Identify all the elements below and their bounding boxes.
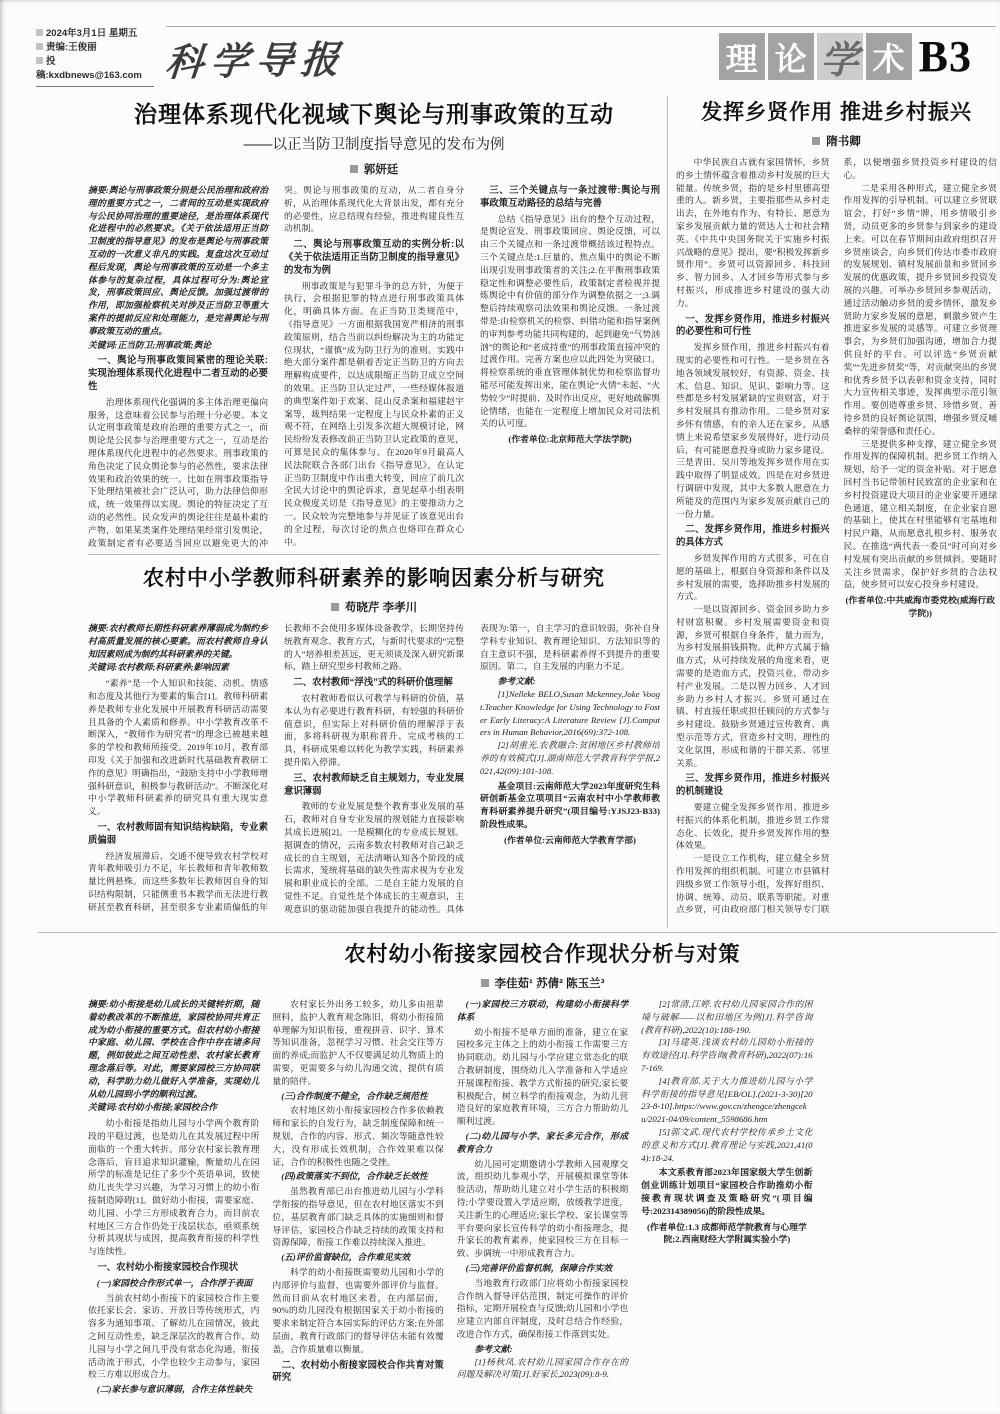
- paragraph: 幼儿园可定期邀请小学教师入园观摩交流，组织幼儿参观小学，开展模拟课堂等体验活动，帮助幼儿建立对小学生活的积极期待;小学要设置入学适应期，放缓教学进度，关注新生的心理适应;家长学校、家长课堂等平台要向家长宣传科学的幼小衔接理念，提升家长的教育素养，使家园校三方在目标一致、步调统一中形成教育合力。: [456, 1158, 629, 1259]
- keywords-block: 关键词:农村教师;科研素养;影响因素: [88, 662, 229, 673]
- reference-item: [1]Nelleke BELO,Susan Mckenney,Joke Voogt.Teacher Knowledge for Using Technology to Foster Early Literacy:A Literature Review [J].Computers in Human Behavior,2016(69):372-108.: [480, 688, 660, 738]
- date-text: 2024年3月1日 星期五: [46, 28, 138, 39]
- publication-info: [36, 27, 154, 87]
- author-square-icon: [812, 137, 820, 145]
- masthead-logo: 科学导报: [163, 39, 348, 85]
- fund-note: 基金项目:云南师范大学2023年度研究生科研创新基金立项项目“云南农村中小学教师教育科研素养提升研究”(项目编号:YJSJ23-B33)阶段性成果。: [480, 780, 660, 829]
- references-title: 参考文献:: [497, 676, 536, 687]
- sub-heading: (一)家园校三方联动，构建幼小衔接科学体系: [456, 999, 629, 1022]
- square-bullet-icon: [36, 57, 43, 64]
- header-top-rule: [166, 26, 996, 27]
- author-square-icon: [481, 979, 489, 987]
- abstract-block: 摘要:农村教师长期性科研素养薄弱成为制约乡村高质量发展的核心要素。而农村教师自身认知因素则成为制约其科研素养的关键。: [88, 623, 268, 659]
- paragraph: 要建立健全发挥乡贤作用、推进乡村振兴的体系化机制，推进乡贤工作常态化、长效化，提升乡贤发挥作用的整体效果。: [676, 802, 830, 851]
- paragraph: 二是采用各种形式，建立健全乡贤作用发挥的引导机制。可以建立乡贤联谊会，打好“乡情”牌，用乡情吸引乡贤，动员更多的乡贤参与到家乡的建设上来。可以在春节期间由政府组织召开乡贤座谈会，向乡贤们传达市委市政府的发展规划、镇村发展前景和乡贤回乡发展的优惠政策，提升乡贤回乡投资发展的兴趣。可举办乡贤回乡参观活动，通过活动触动乡贤的爱乡情怀，激发乡贤助力家乡发展的意愿，刺激乡贤产生推进家乡发展的灵感等。可建立乡贤理事会，为乡贤们加强沟通，增加合力提供良好的平台。可以评选“乡贤贡献奖”“先进乡贤奖”等，对贡献突出的乡贤和优秀乡贤予以表彰和资金支持，同时大力宣传相关事迹，发挥典型示范引领作用。要创造尊重乡贤、珍惜乡贤、善待乡贤的良好舆论氛围，增强乡贤反哺桑梓的荣誉感和责任心。: [843, 182, 997, 436]
- paragraph: 一是设立工作机构，建立健全乡贤作用发挥的组织机制。可建立市县镇村四级乡贤工作领导小组，发挥好组织、协调、统筹、动员、联系等职能。对重点乡贤，可由政府部门相关领导专门联系，以便增强乡贤投资乡村建设的信心。: [676, 157, 997, 915]
- section-char-block: 理: [719, 33, 765, 80]
- section-heading: 一、发挥乡贤作用，推进乡村振兴的必要性和可行性: [676, 312, 830, 337]
- article-teacher-research-literacy: [88, 562, 660, 928]
- section-heading: 三、三个关键点与一条过渡带:舆论与刑事政策互动路径的总结与完善: [480, 184, 660, 208]
- paragraph: 农村家长外出务工较多，幼儿多由祖辈照料，监护人教育观念陈旧，将幼小衔接简单理解为知识衔接，重视拼音、识字、算术等知识准备，忽视学习习惯、社会交往等方面的养成;而监护人不仅要满足幼儿物质上的需要，更需要多与幼儿沟通交流，提供有质量的陪伴。: [272, 999, 444, 1086]
- sub-heading: (四)政策落实不到位，合作缺乏长效性: [281, 1171, 428, 1182]
- paragraph: 乡贤发挥作用的方式很多，可在自愿的基础上，根据自身资源和条件以及乡村发展的需要，选择助推乡村发展的方式。: [676, 552, 830, 602]
- author-name: 郭妍廷: [363, 164, 399, 176]
- section-char-block: 术: [866, 33, 912, 80]
- sub-heading: (二)家长参与意识薄弱，合作主体性缺失: [96, 1384, 253, 1395]
- paragraph: 发挥乡贤作用，推进乡村振兴有着现实的必要性和可行性。一是乡贤在各地各领域发展较好，有资源、资金、技术、信息、知识、见识、影响力等。这些都是乡村发展紧缺的宝贵财富，对于乡村发展具有推动作用。二是乡贤对家乡怀有情感，有的亲人还在家乡，从感情上来说希望家乡发展得好，进行动员后，有可能愿意投身或助力家乡建设。三是青田、吴川等地发挥乡贤作用在实践中取得了明显成效。四是在对乡贤进行调研中发现，其中大多数人愿意在力所能及的范围内为家乡发展贡献自己的一份力量。: [676, 342, 830, 519]
- square-bullet-icon: [36, 43, 43, 50]
- section-char-block-calligraphy: 学: [817, 33, 863, 80]
- article-rural-sages: [676, 96, 997, 928]
- section-heading: 二、农村幼小衔接家园校合作共育对策研究: [272, 1358, 444, 1383]
- reference-item: [1]杨秋凤.农村幼儿园家园合作存在的问题及解决对策[J].好家长,2023(09):8-9.: [456, 1356, 629, 1380]
- article-title: 发挥乡贤作用 推进乡村振兴: [701, 101, 972, 124]
- article-kindergarten-transition: [88, 938, 997, 1408]
- paragraph: 农村地区幼小衔接家园校合作多依赖教师和家长的自发行为，缺乏制度保障和统一规划，合作的内容、形式、频次等随意性较大，没有形成长效机制，合作效果难以保证，合作的积极性也随之受挫。: [272, 1105, 444, 1167]
- byline: [88, 161, 660, 177]
- section-label: [719, 31, 972, 82]
- article-title: 治理体系现代化视域下舆论与刑事政策的互动: [134, 101, 614, 127]
- keywords-block: 关键词:农村幼小衔接;家园校合作: [88, 1102, 218, 1113]
- author-name: 隋书卿: [826, 136, 861, 148]
- reference-item: [5]郭文武.现代农村学校传承乡土文化的意义和方式[J].教育理论与实践,2021,41(04):18-24.: [641, 1126, 813, 1163]
- article-body: [88, 622, 660, 922]
- abstract-block: 摘要:幼小衔接是幼儿成长的关键转折期，随着幼教改革的不断推进，家园校协同共育正成为幼小衔接的重要方式。但农村幼小衔接中家庭、幼儿园、学校在合作中存在诸多问题，例如彼此之间互动性差、农村家长教育理念落后等。对此，需要家园校三方协同联动，科学助力幼儿做好入学准备，实现幼儿从幼儿园到小学的顺利过渡。: [88, 999, 260, 1099]
- article-subtitle: ——以正当防卫制度指导意见的发布为例: [243, 137, 505, 153]
- byline: [88, 599, 660, 615]
- square-bullet-icon: [36, 29, 43, 36]
- author-names: 李佳茹¹ 苏倩² 陈玉兰³: [494, 978, 605, 990]
- section-heading: 三、发挥乡贤作用，推进乡村振兴的机制建设: [676, 772, 830, 797]
- section-heading: 一、农村幼小衔接家园校合作现状: [97, 1260, 239, 1272]
- section-heading: 一、舆论与刑事政策间紧密的理论关联:实现治理体系现代化进程中二者互动的必要性: [88, 354, 268, 391]
- paragraph: 科学的幼小衔接既需要幼儿园和小学的内部评价与监督，也需要外部评价与监督。然而目前从农村地区来看，在内部层面，90%的幼儿园没有根据国家关于幼小衔接的要求来制定符合本园实际的评估方案;在外部层面，教育行政部门的督导评估未能有效覆盖，合作质量难以衡量。: [272, 1266, 444, 1354]
- keywords-block: 关键词:正当防卫;刑事政策;舆论: [88, 339, 212, 350]
- article-body: [88, 998, 997, 1396]
- submission-email: 投稿:kxdbnews@163.com: [36, 56, 142, 81]
- paragraph: 教师的专业发展是整个教育事业发展的基石，教师对自身专业发展的规划能力直接影响其成长进展[2]。一是模糊化的专业成长规划。据调查的情况，云南多数农村教师对自己缺乏成长的自主规划，无法清晰认知各个阶段的成长需求，笼统将基础的缺失性需求视为专业发展和职业成长的全部。二是自主能力发展的自觉性不足。自觉性是个体成长的主观意识，主观意识的驱动能加强自我提升的能动性。具体表现为:第一，自主学习的意识较弱，弥补自身学科专业知识、教育理论知识、方法知识等的自主意识不强，是科研素养得不到提升的重要原因。第二，自主发展的内驱力不足。: [284, 623, 660, 914]
- article-title: 农村幼小衔接家园校合作现状分析与对策: [344, 943, 741, 966]
- paragraph: 经济发展滞后、交通不便导致农村学校对青年教师吸引力不足，年长教师和青年教师数量比例悬殊。而这些多数年长教师因自身的知识结构限制，只能侧重书本教学而无法进行教研甚至教育科研，甚至很多专业素质偏低的年长教师不会使用多媒体设备教学，长期坚持传统教育观念、教育方式，与新时代要求的“完整的人”培养相差甚远，更无须谈及深入研究新课标，踏上研究型乡村教师之路。: [88, 623, 464, 912]
- author-credit: (作者单位:1.3 成都师范学院教育与心理学院;2.西南财经大学附属实验小学): [646, 1221, 807, 1245]
- publication-date: [36, 27, 154, 41]
- section-heading: 二、农村教师“浮浅”式的科研价值理解: [293, 676, 453, 688]
- page-number: B3: [918, 32, 972, 81]
- paragraph: 幼小衔接是指幼儿园与小学两个教育阶段的平稳过渡，也是幼儿在其发展过程中所面临的一个重大转折。部分农村家长教育理念落后，盲目追求知识灌输，衡量幼儿在园所学的标准是记住了多少个英语单词，致使幼儿丧失学习兴趣，为学习习惯上的幼小衔接制造障碍[1]。做好幼小衔接，需要家庭、幼儿园、小学三方形成教育合力，而目前农村地区三方合作仍处于浅层状态，亟须系统分析其现状与成因，提高教育衔接的科学性与连续性。: [88, 1118, 260, 1257]
- section-heading: 二、舆论与刑事政策互动的实例分析:以《关于依法适用正当防卫制度的指导意见》的发布为例: [284, 238, 464, 275]
- paragraph: 治理体系现代化强调的多主体治理更偏向服务，这意味着公民参与治理十分必要。本文认定刑事政策是政府治理的重要方式之一，而舆论是公民参与治理重要方式之一，互动是治理体系现代化进程中的必然要求。刑事政策的角色决定了民众舆论参与的必然性，要求法律效果和政治效果的统一。比如在刑事政策指导下处理结果被社会广泛认可，助力法律信仰形成，统一效果得以实现。舆论的特征决定了互动的必然性。民众发声的舆论往往是最朴素的产物，如果某类案件处理结果经常引发舆论，政策制定者有必要适当回应以避免更大的冲突。舆论与刑事政策的互动，从二者自身分析，从治理体系现代化大背景出发，都有充分的必要性，应总结现有经验，推进构建良性互动机制。: [88, 185, 464, 548]
- sub-heading: (三)完善评价监督机制，保障合作实效: [465, 1262, 613, 1273]
- paragraph: 中华民族自古就有家国情怀，乡贤的乡土情怀蕴含着推动乡村发展的巨大能量。传统乡贤，指的是乡村里德高望重的人。新乡贤，主要指那些从乡村走出去，在外地有作为、有特长、愿意为家乡发展贡献力量的贤达人士和社会精英。《中共中央国务院关于实施乡村振兴战略的意见》提出，要“积极发挥新乡贤作用”。乡贤可以资源回乡、科技回乡、智力回乡、人才回乡等形式参与乡村振兴，形成推进乡村建设的强大动力。: [676, 157, 830, 308]
- byline: [88, 975, 997, 991]
- section-char-block: 论: [768, 33, 814, 80]
- author-name: 苟晓芹 李孝川: [344, 602, 418, 614]
- paragraph: 三是提供多种支撑，建立健全乡贤作用发挥的保障机制。把乡贤工作纳入规划，给予一定的资金补贴。对于愿意回村当书记带领村民致富的企业家和在乡村投资建设大项目的企业家要开通绿色通道，建立相关制度，在企业家自愿的基础上，使其在村里能够有宅基地和村民户籍，从而愿意扎根乡村、服务农民。在推选“两代表一委员”时可向对乡村发展有突出贡献的乡贤倾斜。要随时关注乡贤需求，保护好乡贤的合法权益，使乡贤可以安心投身乡村建设。: [843, 438, 997, 590]
- references-title: 参考文献:: [474, 1343, 513, 1354]
- paragraph: 农村教师看似认可教学与科研的价值，基本认为有必要进行教育科研，有较强的科研价值意识，但实际上对科研价值的理解浮于表面，多将科研视为职称晋升、完成考核的工具，科研成果难以转化为教学实践，科研素养提升陷入停滞。: [284, 692, 464, 767]
- section-heading: 三、农村教师缺乏自主规划力，专业发展意识薄弱: [284, 771, 464, 796]
- reference-item: [2]胡重光.农教融合:贫困地区乡村教师培养的有效模式[J].湖南师范大学教育科学学报,2021,42(09):101-108.: [480, 740, 660, 776]
- submission-line: [36, 55, 154, 83]
- author-credit: (作者单位:云南师范大学教育学部): [504, 834, 636, 845]
- paragraph: 当地教育行政部门应将幼小衔接家园校合作纳入督导评估范围，制定可操作的评价指标，定期开展检查与反馈;幼儿园和小学也应建立内部自评制度，及时总结合作经验，改进合作方式，确保衔接工作落到实处。: [456, 1277, 629, 1339]
- sub-heading: (二)幼儿园与小学、家长多元合作，形成教育合力: [456, 1130, 629, 1154]
- author-square-icon: [331, 603, 339, 611]
- fund-note: 本文系教育部2023年国家级大学生创新创业训练计划项目“家园校合作助推幼小衔接教育现状调查及策略研究”(项目编号:202314389056)的阶段性成果。: [641, 1167, 813, 1216]
- editor-text: 责编:王俊丽: [46, 42, 97, 53]
- author-square-icon: [350, 165, 358, 173]
- sub-heading: (三)合作制度不健全，合作缺乏规范性: [281, 1090, 428, 1101]
- paragraph: 一是以资源回乡、资金回乡助力乡村财富积聚。乡村发展需要资金和资源，乡贤可根据自身条件，量力而为，为乡村发展捐钱捐物。此种方式属于输血方式，从可持续发展的角度来看，更需要的是造血方式，投资兴业，带动乡村产业发展。二是以智力回乡、人才回乡助力乡村人才振兴。乡贤可通过在镇、村直接任职或担任顾问的方式参与乡村建设。鼓励乡贤通过宣传教育、典型示范等方式，营造乡村文明、理性的文化氛围，形成和谐的干群关系、邻里关系。: [676, 604, 830, 768]
- abstract-block: 摘要:舆论与刑事政策分别是公民治理和政府治理的重要方式之一，二者间的互动是实现政府与公民协同治理的重要途径，是治理体系现代化进程中的必然要求。《关于依法适用正当防卫制度的指导意见》的发布是舆论与刑事政策互动的一次意义非凡的实践。复盘这次互动过程后发现，舆论与刑事政策的互动是一个多主体参与的复杂过程，具体过程可分为:舆论宣发，刑事政策回应、舆论反馈。加强过渡带的作用，即加强检察机关对涉及正当防卫等重大案件的提前反应和处理能力，是完善舆论与刑事政策互动的重点。: [88, 185, 268, 336]
- author-credit: (作者单位:北京师范大学法学院): [508, 434, 632, 445]
- sub-heading: (五)评价监督缺位，合作难见实效: [281, 1252, 411, 1263]
- sub-heading: (一)家园校合作形式单一，合作浮于表面: [96, 1277, 253, 1288]
- paragraph: 当前农村幼小衔接下的家园校合作主要依托家长会、家访、开放日等传统形式，内容多为通知事项、了解幼儿在园情况，彼此之间互动性差，缺乏深层次的教育合作。幼儿园与小学之间几乎没有常态化沟通，衔接活动流于形式，小学也较少主动参与，家园校三方难以形成合力。: [88, 1292, 260, 1380]
- article-criminal-policy: [88, 96, 660, 554]
- section-heading: 二、发挥乡贤作用，推进乡村振兴的具体方式: [676, 523, 830, 548]
- reference-item: [2]常清,江婷.农村幼儿园家园合作的困境与破解——以和田地区为例[J].科学咨询(教育科研),2022(10):188-190.: [641, 999, 813, 1035]
- editor-line: [36, 41, 154, 55]
- paragraph: 总结《指导意见》出台的整个互动过程，是舆论宣发、刑事政策回应、舆论反馈，可以由三个关键点和一条过渡带概括该过程特点。三个关键点是:1.巨量的、焦点集中的舆论不断出现引发刑事政策者的关注;2.在平衡刑事政策稳定性和调整必要性后，政策制定者检视并提炼舆论中有价值的部分作为调整依据之一;3.调整后持续观察司法效果和舆论反馈。一条过渡带是:由检察机关的检察、纠错功能和指导案例的审判参考功能共同构建的，起到避免“气势汹汹”的舆论和“老成持重”的刑事政策直接冲突的过渡作用。完善方案也应以此四处为突破口。将检察系统的垂直管理体制优势和检察监督功能尽可能发挥出来，能在舆论“火情”未起、“火势较少”时提前、及时作出反应，更好地疏解舆论情绪，也能在一定程度上增加民众对司法机关的认可度。: [480, 213, 660, 429]
- byline: [676, 133, 997, 149]
- section-heading: 一、农村教师固有知识结构缺陷，专业素质偏弱: [88, 820, 268, 845]
- vertical-column-divider: [667, 96, 668, 928]
- author-credit: (作者单位:中共威海市委党校(威海行政学院)): [845, 595, 996, 618]
- paragraph: 刑事政策是与犯罪斗争的总方针，为便于执行，会根据犯罪的特点进行刑事政策具体化，明确具体方面。在正当防卫类规范中，《指导意见》一方面根据我国宽严相济的刑事政策原则，结合当前以纠纷解决为主的功能定位现状，“谨慎”成为防卫行为的准则。实践中绝大部分案件都是朝着否定正当防卫的方向去理解构成要件，以达成限缩正当防卫成立空间的效果。正当防卫认定过严，一些经媒体报道的典型案件如于欢案、昆山反杀案和福建赵宇案等，裁判结果一定程度上与民众朴素的正义观不符，在网络上引发多次超大规模讨论，网民纷纷发表修改前正当防卫认定政策的意见，可算是民众的集体参与。在2020年9月最高人民法院联合各部门出台《指导意见》，在认定正当防卫制度中作出重大转变，回应了前几次全民大讨论中的舆论诉求，意见起草小组表明民众极度关切是《指导意见》的主要推动力之一。民众较为完整地参与并见证了该意见出台的全过程，每次讨论的焦点也烙印在群众心中。: [284, 280, 464, 547]
- horizontal-rule-above-bottom-article: [38, 932, 997, 933]
- paragraph: “素养”是一个人知识和技能、动机、情感和态度及其他行为要素的集合[1]。教师科研素养是教师专业化发展中开展教育科研活动需要且具备的个人素质和修养。中小学教育改革不断深入，“教师作为研究者”的理念已被越来越多的学校和教师所接受。2019年10月，教育部印发《关于加强和改进新时代基础教育教研工作的意见》明确指出，“鼓励支持中小学教师增强科研意识，积极参与教研活动”。不断深化对中小学教师科研素养的研究具有重大现实意义。: [88, 678, 268, 817]
- reference-item: [3]马建英.浅谈农村幼儿园幼小衔接的有效途径[J].科学咨询(教育科研),2022(07):167-169.: [641, 1037, 813, 1073]
- paragraph: 幼小衔接不是单方面的准备，建立在家园校多元主体之上的幼小衔接工作需要三方协同联动。幼儿园与小学应建立常态化的联合教研制度，围绕幼儿入学准备和入学适应开展课程衔接、教学方式衔接的研究;家长要积极配合，树立科学的衔接观念，为幼儿营造良好的家庭教育环境，三方合力帮助幼儿顺利过渡。: [456, 1026, 629, 1127]
- reference-item: [4]教育部.关于大力推进幼儿园与小学科学衔接的指导意见[EB/OL].(2021-3-30)[2023-8-10].https://www.gov.cn/zhengce/zhengceku/2021-04/09/content_5598686.htm: [641, 1075, 813, 1125]
- article-body: [88, 184, 660, 558]
- article-title: 农村中小学教师科研素养的影响因素分析与研究: [143, 567, 605, 590]
- paragraph: 虽然教育部已出台推进幼儿园与小学科学衔接的指导意见，但在农村地区落实不到位，基层教育部门缺乏具体的实施细则和督导评估，家园校合作缺乏持续的政策支持和资源保障，衔接工作难以持续深入推进。: [272, 1186, 444, 1248]
- article-body: [676, 156, 997, 924]
